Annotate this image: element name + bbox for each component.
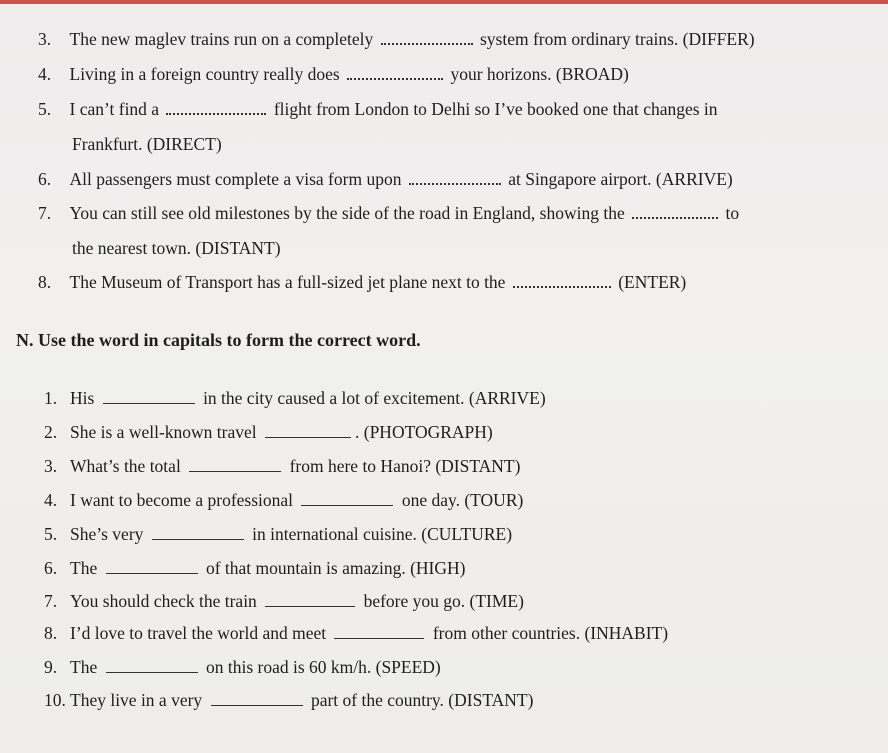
answer-blank[interactable] <box>513 272 611 288</box>
section-n-item-4: 4. I want to become a professional one day. (TOUR) <box>44 490 524 510</box>
section-n-item-8: 8. I’d love to travel the world and meet from other countries. (INHABIT) <box>44 623 669 643</box>
section-n-item-5: 5. She’s very in international cuisine. (CULTURE) <box>44 524 513 544</box>
answer-blank[interactable] <box>265 592 355 607</box>
section-n-heading: N. Use the word in capitals to form the correct word. <box>16 330 421 350</box>
answer-blank[interactable] <box>347 64 443 80</box>
exercise-item-8: 8. The Museum of Transport has a full-sized jet plane next to the (ENTER) <box>38 272 687 292</box>
section-n-item-3: 3. What’s the total from here to Hanoi? (DISTANT) <box>44 456 521 476</box>
exercise-item-7-continuation: the nearest town. (DISTANT) <box>72 238 281 258</box>
answer-blank[interactable] <box>632 203 718 219</box>
section-n-item-1: 1. His in the city caused a lot of excitement. (ARRIVE) <box>44 388 546 408</box>
answer-blank[interactable] <box>409 169 501 185</box>
answer-blank[interactable] <box>152 525 244 540</box>
section-n-item-9: 9. The on this road is 60 km/h. (SPEED) <box>44 657 441 677</box>
top-border <box>0 0 888 4</box>
answer-blank[interactable] <box>189 457 281 472</box>
answer-blank[interactable] <box>381 29 473 45</box>
answer-blank[interactable] <box>211 691 303 706</box>
exercise-item-6: 6. All passengers must complete a visa form upon at Singapore airport. (ARRIVE) <box>38 169 733 189</box>
exercise-item-5: 5. I can’t find a flight from London to Delhi so I’ve booked one that changes in <box>38 99 718 119</box>
exercise-item-5-continuation: Frankfurt. (DIRECT) <box>72 134 222 154</box>
section-n-item-7: 7. You should check the train before you go. (TIME) <box>44 591 524 611</box>
answer-blank[interactable] <box>106 658 198 673</box>
exercise-item-4: 4. Living in a foreign country really does your horizons. (BROAD) <box>38 64 629 84</box>
answer-blank[interactable] <box>334 624 424 639</box>
answer-blank[interactable] <box>166 99 266 115</box>
section-n-item-2: 2. She is a well-known travel . (PHOTOGRAPH) <box>44 422 493 442</box>
answer-blank[interactable] <box>106 559 198 574</box>
exercise-item-3: 3. The new maglev trains run on a completely system from ordinary trains. (DIFFER) <box>38 29 755 49</box>
answer-blank[interactable] <box>103 389 195 404</box>
section-n-item-6: 6. The of that mountain is amazing. (HIGH) <box>44 558 466 578</box>
exercise-item-7: 7. You can still see old milestones by the side of the road in England, showing the to <box>38 203 740 223</box>
section-n-item-10: 10. They live in a very part of the country. (DISTANT) <box>44 690 534 710</box>
answer-blank[interactable] <box>301 491 393 506</box>
answer-blank[interactable] <box>265 423 351 438</box>
